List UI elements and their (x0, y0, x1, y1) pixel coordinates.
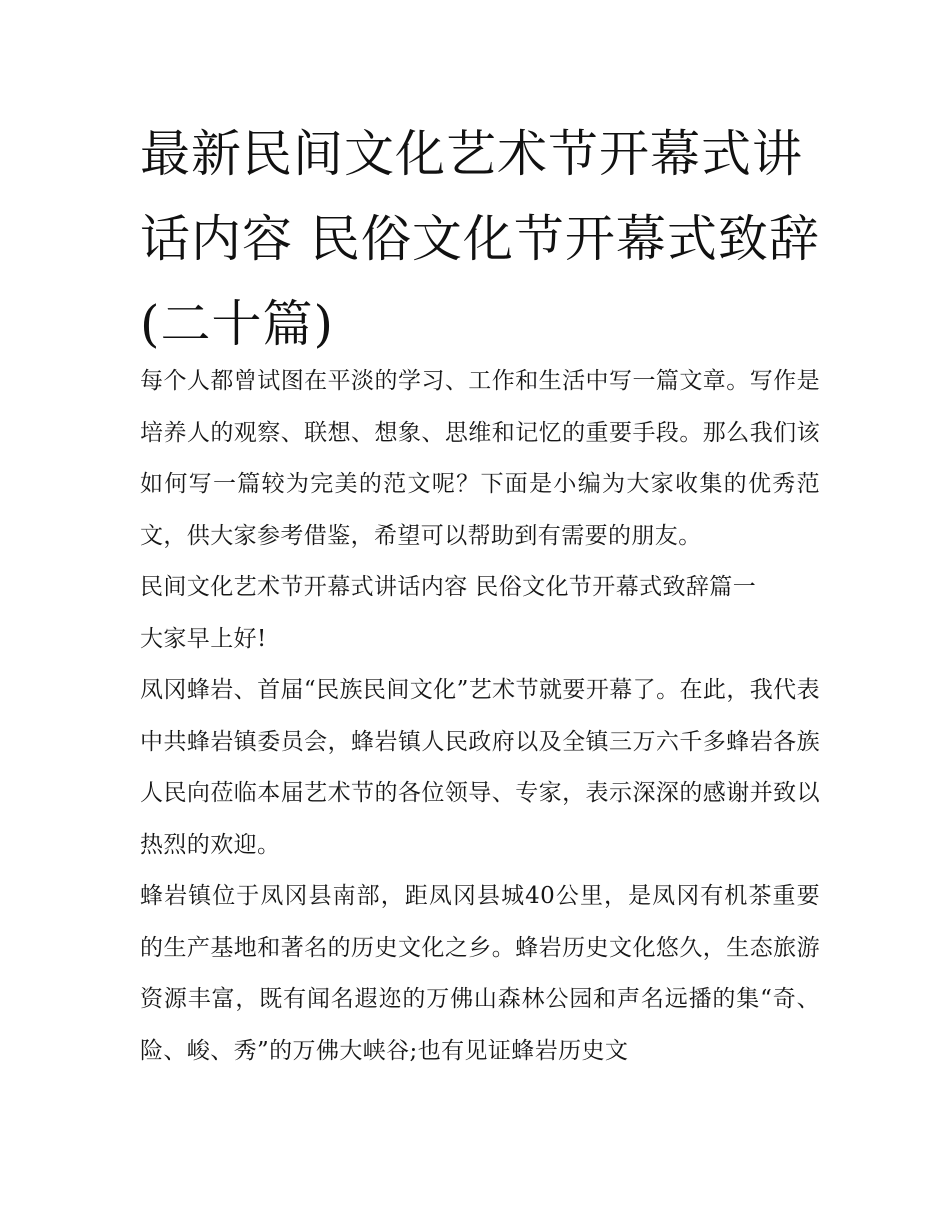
intro-paragraph: 每个人都曾试图在平淡的学习、工作和生活中写一篇文章。写作是培养人的观察、联想、想象、思维和记忆的重要手段。那么我们该如何写一篇较为完美的范文呢？下面是小编为大家收集的优秀范文，供大家参考借鉴，希望可以帮助到有需要的朋友。 (140, 368, 820, 549)
document-body (140, 356, 820, 1077)
section-heading: 民间文化艺术节开幕式讲话内容 民俗文化节开幕式致辞篇一 (140, 574, 757, 600)
town-description-paragraph: 蜂岩镇位于凤冈县南部，距凤冈县城40公里，是凤冈有机茶重要的生产基地和著名的历史文化之乡。蜂岩历史文化悠久，生态旅游资源丰富，既有闻名遐迩的万佛山森林公园和声名远播的集“奇、险、峻、秀”的万佛大峡谷;也有见证蜂岩历史文 (140, 883, 820, 1064)
welcome-paragraph: 凤冈蜂岩、首届“民族民间文化”艺术节就要开幕了。在此，我代表中共蜂岩镇委员会，蜂岩镇人民政府以及全镇三万六千多蜂岩各族人民向莅临本届艺术节的各位领导、专家，表示深深的感谢并致以热烈的欢迎。 (140, 677, 820, 858)
document-title: 最新民间文化艺术节开幕式讲话内容 民俗文化节开幕式致辞(二十篇) (140, 125, 820, 353)
greeting-paragraph: 大家早上好! (140, 625, 267, 652)
